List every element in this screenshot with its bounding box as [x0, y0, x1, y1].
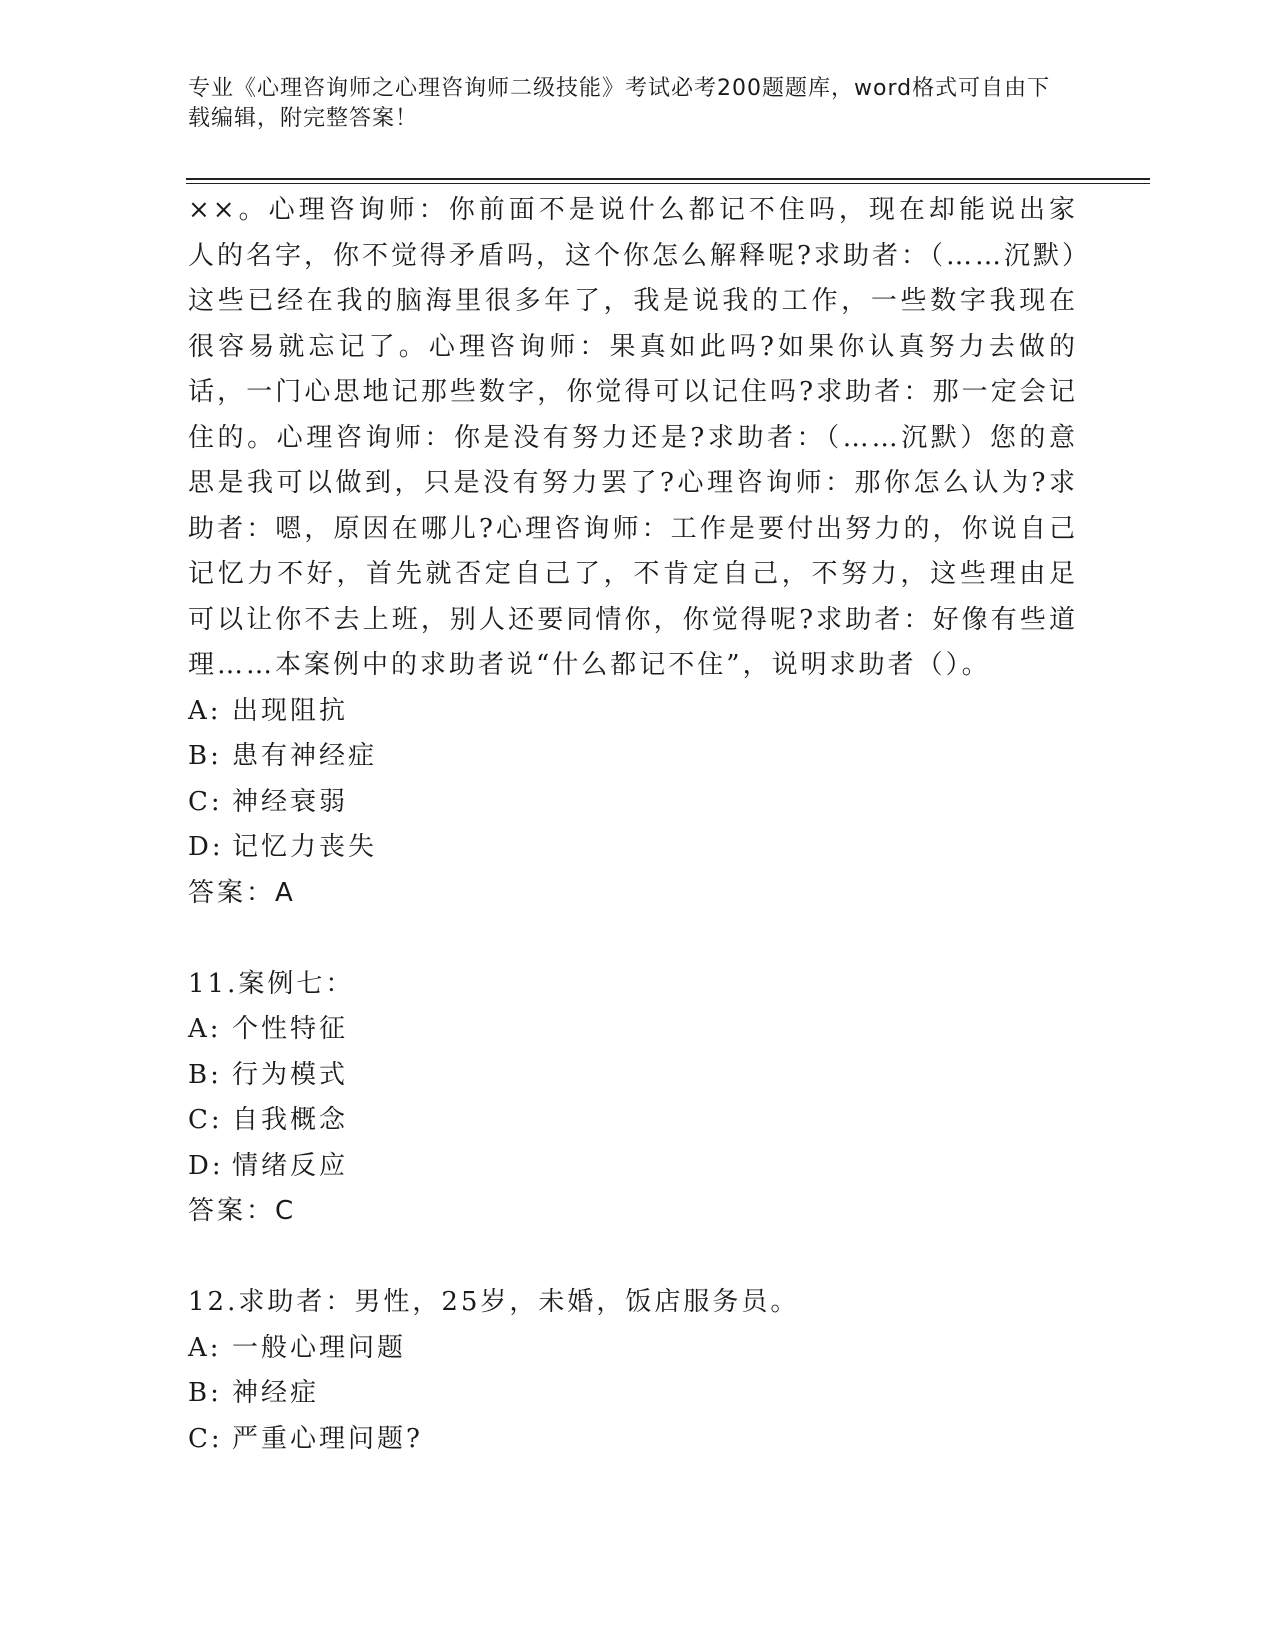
- document-header: 专业《心理咨询师之心理咨询师二级技能》考试必考200题题库，word格式可自由下载编辑，附完整答案！: [188, 76, 1051, 131]
- option-letter: C:: [188, 1423, 223, 1454]
- option-letter: D:: [188, 832, 224, 862]
- q12-option-b: [188, 1371, 1078, 1417]
- q10-option-a: [188, 689, 1078, 735]
- q12-option-c: [188, 1417, 1078, 1463]
- option-letter: B:: [188, 1059, 222, 1090]
- option-text: 行为模式: [232, 1059, 349, 1090]
- option-text: 情绪反应: [232, 1150, 349, 1181]
- option-letter: A:: [188, 1332, 222, 1363]
- option-text: 个性特征: [232, 1014, 349, 1044]
- q10-passage: ××。心理咨询师：你前面不是说什么都记不住吗，现在却能说出家人的名字，你不觉得矛盾吗，这个你怎么解释呢?求助者：（……沉默）这些已经在我的脑海里很多年了，我是说我的工作，一些数字我现在很容易就忘记了。心理咨询师：果真如此吗?如果你认真努力去做的话，一门心思地记那些数字，你觉得可以记住吗?求助者：那一定会记住的。心理咨询师：你是没有努力还是?求助者：（……沉默）您的意思是我可以做到，只是没有努力罢了?心理咨询师：那你怎么认为?求助者：嗯，原因在哪儿?心理咨询师：工作是要付出努力的，你说自己记忆力不好，首先就否定自己了，不肯定自己，不努力，这些理由足可以让你不去上班，别人还要同情你，你觉得呢?求助者：好像有些道理……本案例中的求助者说“什么都记不住”，说明求助者（）。: [188, 195, 1078, 680]
- option-text: 出现阻抗: [232, 695, 349, 726]
- option-text: 神经症: [232, 1378, 320, 1408]
- document-body: [188, 188, 1078, 1462]
- q10-option-b: [188, 734, 1078, 780]
- option-letter: B:: [188, 1378, 222, 1408]
- q10-option-c: [188, 780, 1078, 826]
- option-text: 神经衰弱: [232, 786, 349, 817]
- option-letter: A:: [188, 1014, 222, 1044]
- option-text: 严重心理问题?: [232, 1423, 423, 1454]
- option-letter: B:: [188, 741, 222, 771]
- header-divider-thick: [186, 178, 1150, 180]
- q10-option-d: [188, 825, 1078, 871]
- q11-stem: 11.案例七：: [188, 968, 355, 999]
- option-letter: C:: [188, 1105, 223, 1135]
- q11-option-b: [188, 1053, 1078, 1099]
- option-text: 一般心理问题: [232, 1332, 407, 1363]
- q11-option-a: [188, 1007, 1078, 1053]
- option-text: 记忆力丧失: [232, 832, 378, 862]
- q11-answer: 答案：C: [188, 1196, 297, 1226]
- option-letter: D:: [188, 1150, 224, 1181]
- q12-stem: 12.求助者：男性，25岁，未婚，饭店服务员。: [188, 1287, 800, 1317]
- q11-option-d: [188, 1144, 1078, 1190]
- q10-answer: 答案：A: [188, 877, 296, 908]
- option-letter: C:: [188, 786, 223, 817]
- header-divider-thin: [186, 183, 1150, 184]
- option-letter: A:: [188, 695, 222, 726]
- q11-option-c: [188, 1098, 1078, 1144]
- q12-option-a: [188, 1326, 1078, 1372]
- option-text: 自我概念: [232, 1105, 349, 1135]
- option-text: 患有神经症: [232, 741, 378, 771]
- spacer: [188, 1235, 1078, 1281]
- spacer: [188, 916, 1078, 962]
